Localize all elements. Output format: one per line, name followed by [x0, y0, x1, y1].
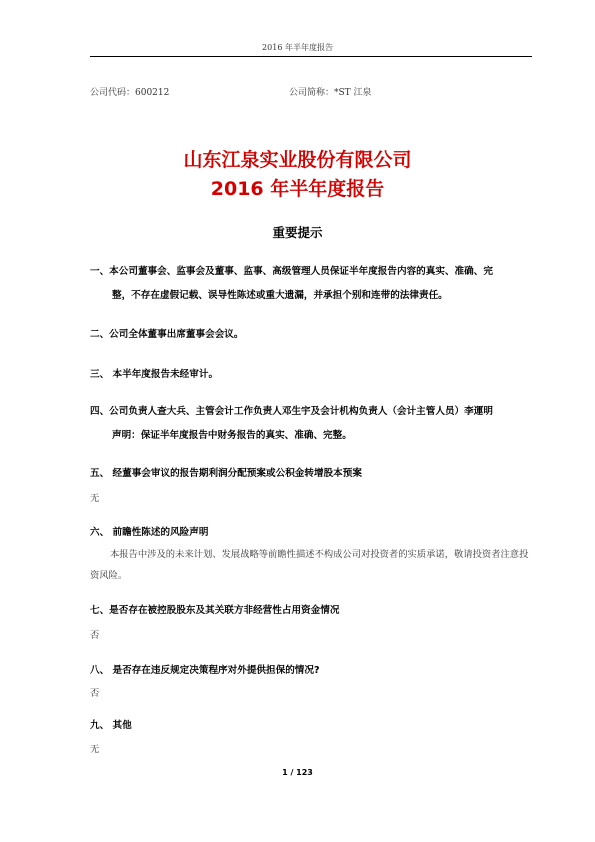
notice-item-3: 三、 本半年度报告未经审计。 — [90, 369, 219, 380]
notice-item-4 — [90, 405, 493, 443]
notice-item-9: 九、 其他 — [90, 720, 132, 731]
notice-item-7-answer: 否 — [90, 630, 100, 641]
notice-item-6-text: 本报告中涉及的未来计划、发展战略等前瞻性描述不构成公司对投资者的实质承诺，敬请投资者注意投资风险。 — [90, 549, 529, 581]
notice-item-4-line2: 声明：保证半年度报告中财务报告的真实、准确、完整。 — [112, 430, 352, 441]
notice-item-5: 五、 经董事会审议的报告期利润分配预案或公积金转增股本预案 — [90, 468, 362, 479]
company-short-name: 公司简称：*ST 江泉 — [289, 88, 372, 98]
notice-item-4-line1: 四、公司负责人查大兵、主管会计工作负责人邓生宇及会计机构负责人（会计主管人员）李運明 — [90, 406, 493, 417]
notice-item-7: 七、是否存在被控股股东及其关联方非经营性占用资金情况 — [90, 605, 340, 616]
page-number: 1 / 123 — [282, 768, 313, 777]
running-header: 2016 年半年度报告 — [262, 43, 333, 52]
company-code: 公司代码：600212 — [90, 88, 170, 98]
notice-item-2: 二、公司全体董事出席董事会会议。 — [90, 329, 244, 340]
notice-item-8: 八、 是否存在违反规定决策程序对外提供担保的情况? — [90, 665, 320, 676]
section-heading: 重要提示 — [272, 225, 323, 240]
notice-item-8-answer: 否 — [90, 688, 100, 699]
notice-item-1 — [90, 265, 493, 303]
header-divider — [90, 56, 532, 57]
report-title: 2016 年半年度报告 — [210, 178, 385, 200]
company-name-title: 山东江泉实业股份有限公司 — [183, 149, 412, 171]
notice-item-9-answer: 无 — [90, 744, 100, 755]
notice-item-1-line1: 一、本公司董事会、监事会及董事、监事、高级管理人员保证半年度报告内容的真实、准确、完 — [90, 266, 493, 277]
notice-item-6: 六、 前瞻性陈述的风险声明 — [90, 527, 209, 538]
notice-item-5-answer: 无 — [90, 493, 100, 504]
notice-item-1-line2: 整，不存在虚假记载、误导性陈述或重大遗漏，并承担个别和连带的法律责任。 — [112, 290, 448, 301]
